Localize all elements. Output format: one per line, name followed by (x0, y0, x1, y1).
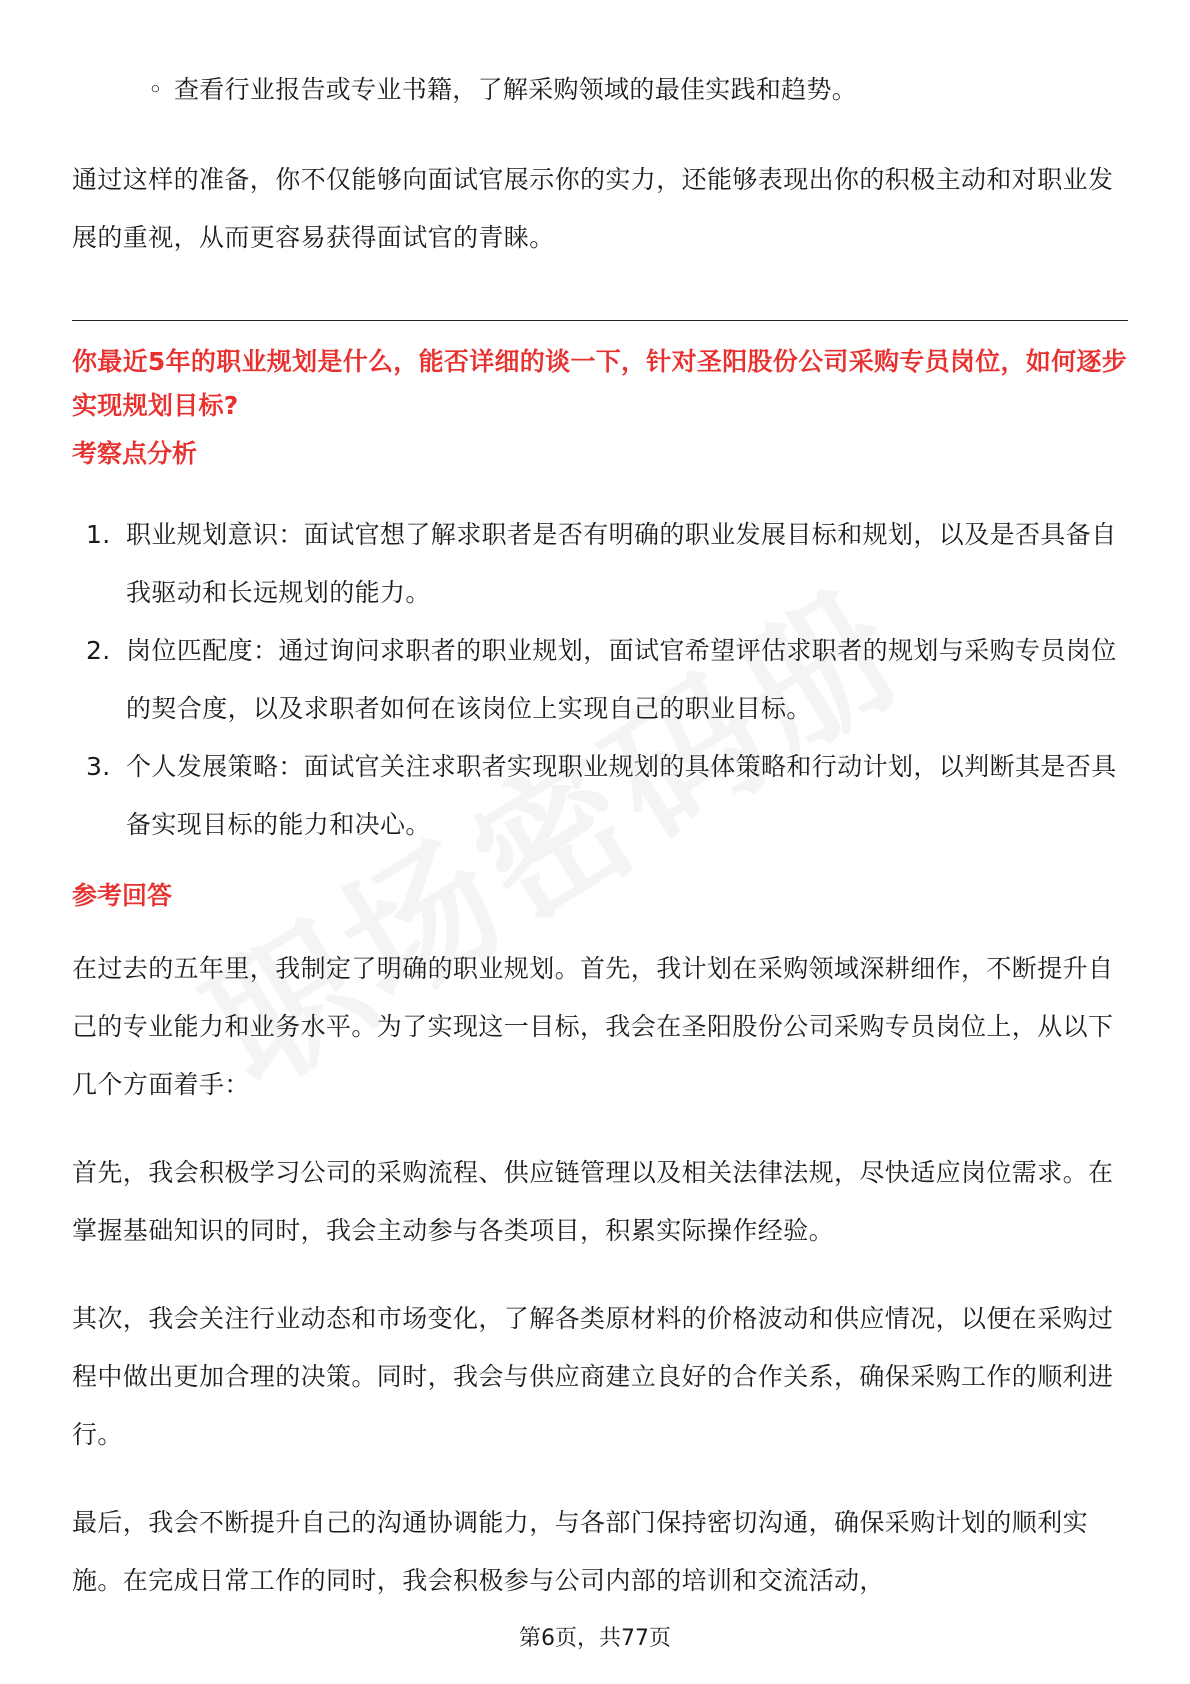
list-item (72, 506, 1128, 622)
answer-paragraph: 首先，我会积极学习公司的采购流程、供应链管理以及相关法律法规，尽快适应岗位需求。在掌握基础知识的同时，我会主动参与各类项目，积累实际操作经验。 (72, 1158, 1114, 1245)
page-number-footer: 第6页，共77页 (519, 1626, 671, 1651)
answer-heading: 参考回答 (72, 881, 173, 910)
list-item-text: 岗位匹配度：通过询问求职者的职业规划，面试官希望评估求职者的规划与采购专员岗位的契合度，以及求职者如何在该岗位上实现自己的职业目标。 (126, 636, 1117, 723)
list-item-text: 个人发展策略：面试官关注求职者实现职业规划的具体策略和行动计划，以判断其是否具备实现目标的能力和决心。 (126, 752, 1117, 839)
answer-body (72, 940, 1128, 1640)
interview-question: 你最近5年的职业规划是什么，能否详细的谈一下，针对圣阳股份公司采购专员岗位，如何逐步实现规划目标? (72, 347, 1127, 420)
list-item-number: 3. (86, 752, 111, 781)
analysis-list (72, 506, 1128, 854)
list-item (72, 738, 1128, 854)
list-item-number: 2. (86, 636, 111, 665)
analysis-heading: 考察点分析 (72, 439, 198, 468)
hollow-bullet-icon: ◦ (148, 75, 164, 104)
sub-bullet-text: 查看行业报告或专业书籍，了解采购领域的最佳实践和趋势。 (174, 75, 858, 104)
closing-paragraph-block (72, 151, 1128, 267)
answer-paragraph: 其次，我会关注行业动态和市场变化，了解各类原材料的价格波动和供应情况，以便在采购过程中做出更加合理的决策。同时，我会与供应商建立良好的合作关系，确保采购工作的顺利进行。 (72, 1304, 1114, 1449)
sub-bullet-item (148, 72, 857, 108)
list-item-text: 职业规划意识：面试官想了解求职者是否有明确的职业发展目标和规划，以及是否具备自我驱动和长远规划的能力。 (126, 520, 1117, 607)
list-item (72, 622, 1128, 738)
answer-paragraph: 最后，我会不断提升自己的沟通协调能力，与各部门保持密切沟通，确保采购计划的顺利实施。在完成日常工作的同时，我会积极参与公司内部的培训和交流活动， (72, 1508, 1089, 1595)
answer-paragraph: 在过去的五年里，我制定了明确的职业规划。首先，我计划在采购领域深耕细作，不断提升自己的专业能力和业务水平。为了实现这一目标，我会在圣阳股份公司采购专员岗位上，从以下几个方面着手： (72, 954, 1114, 1099)
section-divider (72, 320, 1128, 321)
closing-paragraph: 通过这样的准备，你不仅能够向面试官展示你的实力，还能够表现出你的积极主动和对职业发展的重视，从而更容易获得面试官的青睐。 (72, 165, 1114, 252)
list-item-number: 1. (86, 520, 111, 549)
